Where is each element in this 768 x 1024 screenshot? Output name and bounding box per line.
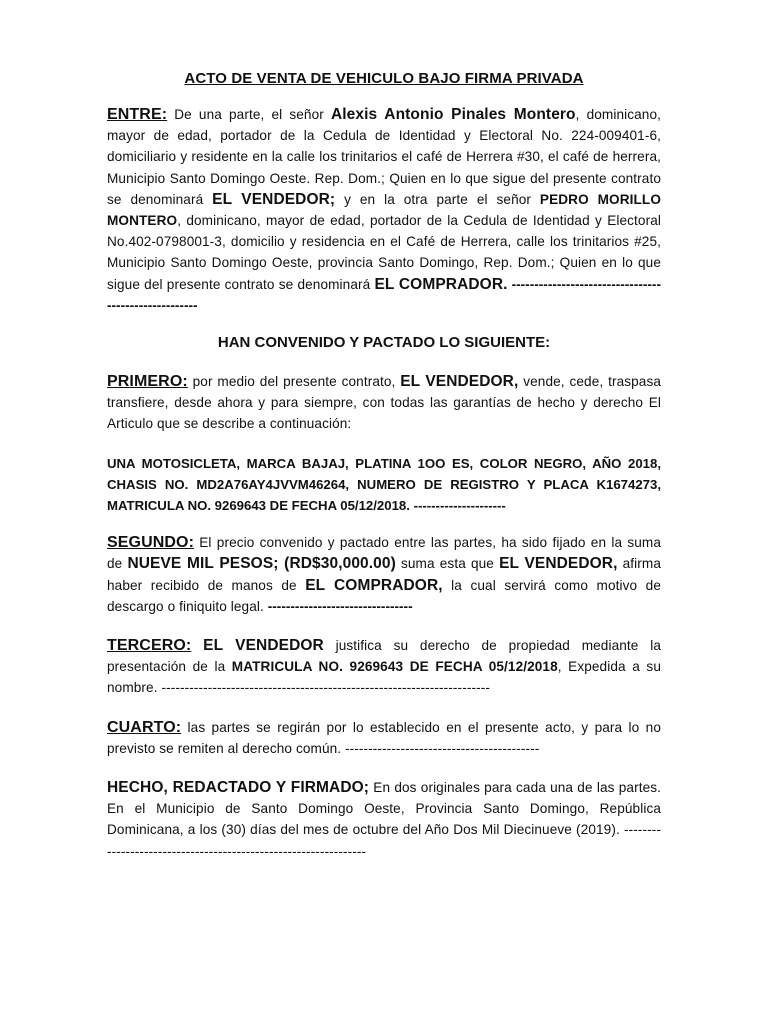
entre-text-4: , dominicano, mayor de edad, portador de la Cedula de Identidad y Electoral No.402-0798001-3, domicilio y residencia en el Café de Herrera, calle los trinitarios #25, Municipio Santo Domingo Oeste, provincia Santo Domingo, Rep. Dom.; Quien en lo que sigue del presente contrato se denominará (107, 213, 661, 292)
entre-paragraph (107, 104, 661, 316)
cuarto-heading: CUARTO: (107, 718, 182, 736)
segundo-text-3: afirma haber recibido de manos de (107, 556, 662, 593)
hecho-paragraph (107, 777, 661, 862)
primero-paragraph (107, 371, 661, 435)
price-amount: NUEVE MIL PESOS; (RD$30,000.00) (127, 555, 396, 573)
tercero-heading: TERCERO: (107, 637, 192, 655)
document-title: ACTO DE VENTA DE VEHICULO BAJO FIRMA PRIVADA (184, 70, 584, 87)
seller-role: EL VENDEDOR; (212, 190, 336, 208)
matricula-ref: MATRICULA NO. 9269643 DE FECHA 05/12/2018 (231, 659, 558, 675)
segundo-text-1: El precio convenido y pactado entre las partes, ha sido fijado en la suma de (107, 535, 661, 572)
tercero-text-3: , Expedida a su nombre. ----------------------------------------------------------------------- (107, 659, 661, 696)
hecho-heading: HECHO, REDACTADO Y FIRMADO; (107, 779, 370, 797)
segundo-heading: SEGUNDO: (107, 534, 195, 552)
tercero-seller: EL VENDEDOR (203, 637, 324, 655)
entre-text-1: De una parte, el señor (167, 107, 331, 122)
tercero-text-1 (191, 638, 203, 653)
cuarto-text-1: las partes se regirán por lo establecido en el presente acto, y para lo no previsto se remiten al derecho común. ------------------------------------------ (107, 719, 661, 756)
segundo-dashes: -------------------------------- (267, 598, 413, 614)
segundo-buyer: EL COMPRADOR, (305, 576, 443, 594)
entre-heading: ENTRE: (107, 106, 168, 123)
primero-seller-role: EL VENDEDOR, (400, 373, 519, 391)
convenido-heading: HAN CONVENIDO Y PACTADO LO SIGUIENTE: (217, 334, 551, 352)
segundo-text-2: suma esta que (395, 556, 500, 572)
seller-name: Alexis Antonio Pinales Montero (330, 106, 576, 123)
entre-text-3: y en la otra parte el señor (335, 191, 540, 207)
primero-text-1: por medio del presente contrato, (187, 374, 401, 390)
tercero-paragraph (107, 635, 661, 699)
segundo-seller: EL VENDEDOR, (499, 555, 618, 573)
buyer-name: PEDRO MORILLO MONTERO (107, 191, 662, 229)
vehicle-description: UNA MOTOSICLETA, MARCA BAJAJ, PLATINA 1OO ES, COLOR NEGRO, AÑO 2018, CHASIS NO. MD2A76AY4JVVM46264, NUMERO DE REGISTRO Y PLACA K1674273, MATRICULA NO. 9269643 DE FECHA 05/12/2018. --------------------- (107, 455, 661, 514)
segundo-text-4: la cual servirá como motivo de descargo o finiquito legal. (107, 577, 661, 614)
hecho-text-1: En dos originales para cada una de las partes. En el Municipio de Santo Domingo Oeste, Provincia Santo Domingo, República Dominicana, a los (30) días del mes de octubre del Año Dos Mil Diecinueve (2019). ---------------------------------------------------------------- (107, 780, 662, 859)
entre-dashes: ----------------------------------------------------- (107, 276, 661, 313)
primero-heading: PRIMERO: (107, 373, 188, 391)
cuarto-paragraph (107, 717, 661, 759)
primero-text-2: vende, cede, traspasa transfiere, desde ahora y para siempre, con todas las garantías de hecho y derecho El Articulo que se describe a continuación: (107, 374, 662, 432)
buyer-role: EL COMPRADOR. (374, 275, 508, 293)
entre-text-2: , dominicano, mayor de edad, portador de la Cedula de Identidad y Electoral No. 224-009401-6, domiciliario y residente en la calle los trinitarios el café de Herrera #30, el café de herrera, Municipio Santo Domingo Oeste. Rep. Dom.; Quien en lo que sigue del presente contrato se denominará (107, 107, 662, 207)
tercero-text-2: justifica su derecho de propiedad mediante la presentación de la (107, 638, 661, 675)
segundo-paragraph (107, 532, 661, 617)
